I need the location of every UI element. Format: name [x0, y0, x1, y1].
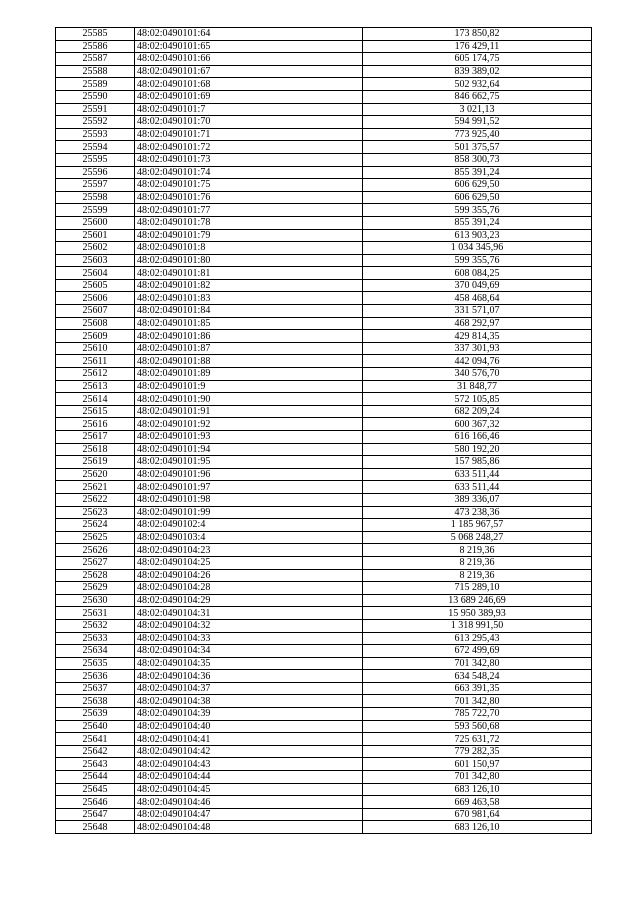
row-number-cell: 25611	[56, 355, 135, 368]
row-number-cell: 25641	[56, 733, 135, 746]
cadastral-value-cell: 633 511,44	[363, 468, 592, 481]
table-row	[56, 720, 592, 733]
table-row	[56, 103, 592, 116]
cadastral-number-cell: 48:02:0490101:97	[135, 481, 363, 494]
cadastral-number-cell: 48:02:0490101:7	[135, 103, 363, 116]
cadastral-number-cell: 48:02:0490101:76	[135, 191, 363, 204]
row-number-cell: 25633	[56, 632, 135, 645]
cadastral-value-cell: 613 295,43	[363, 632, 592, 645]
cadastral-number-cell: 48:02:0490101:75	[135, 179, 363, 192]
row-number-cell: 25636	[56, 670, 135, 683]
row-number-cell: 25618	[56, 443, 135, 456]
row-number-cell: 25645	[56, 783, 135, 796]
cadastral-value-cell: 157 985,86	[363, 456, 592, 469]
cadastral-number-cell: 48:02:0490101:67	[135, 65, 363, 78]
cadastral-value-cell: 785 722,70	[363, 708, 592, 721]
row-number-cell: 25634	[56, 645, 135, 658]
table-row	[56, 116, 592, 129]
row-number-cell: 25594	[56, 141, 135, 154]
cadastral-number-cell: 48:02:0490101:80	[135, 254, 363, 267]
cadastral-value-cell: 613 903,23	[363, 229, 592, 242]
row-number-cell: 25613	[56, 380, 135, 393]
cadastral-number-cell: 48:02:0490101:66	[135, 53, 363, 66]
table-row	[56, 305, 592, 318]
row-number-cell: 25608	[56, 317, 135, 330]
table-row	[56, 682, 592, 695]
table-row	[56, 645, 592, 658]
cadastral-value-cell: 8 219,36	[363, 544, 592, 557]
table-row	[56, 204, 592, 217]
table-row	[56, 292, 592, 305]
cadastral-number-cell: 48:02:0490104:45	[135, 783, 363, 796]
cadastral-number-cell: 48:02:0490101:86	[135, 330, 363, 343]
table-row	[56, 619, 592, 632]
table-row	[56, 657, 592, 670]
table-row	[56, 418, 592, 431]
row-number-cell: 25623	[56, 506, 135, 519]
cadastral-value-cell: 663 391,35	[363, 682, 592, 695]
row-number-cell: 25642	[56, 745, 135, 758]
cadastral-value-cell: 682 209,24	[363, 405, 592, 418]
cadastral-number-cell: 48:02:0490101:93	[135, 431, 363, 444]
row-number-cell: 25625	[56, 531, 135, 544]
table-row	[56, 153, 592, 166]
cadastral-number-cell: 48:02:0490101:99	[135, 506, 363, 519]
cadastral-value-cell: 468 292,97	[363, 317, 592, 330]
cadastral-number-cell: 48:02:0490104:34	[135, 645, 363, 658]
cadastral-value-cell: 606 629,50	[363, 179, 592, 192]
table-row	[56, 733, 592, 746]
table-row	[56, 582, 592, 595]
cadastral-number-cell: 48:02:0490101:81	[135, 267, 363, 280]
cadastral-value-cell: 572 105,85	[363, 393, 592, 406]
cadastral-number-cell: 48:02:0490104:37	[135, 682, 363, 695]
table-row	[56, 229, 592, 242]
cadastral-value-cell: 725 631,72	[363, 733, 592, 746]
cadastral-value-cell: 855 391,24	[363, 216, 592, 229]
cadastral-value-cell: 616 166,46	[363, 431, 592, 444]
cadastral-number-cell: 48:02:0490102:4	[135, 519, 363, 532]
cadastral-value-cell: 8 219,36	[363, 569, 592, 582]
row-number-cell: 25599	[56, 204, 135, 217]
table-body	[56, 28, 592, 834]
table-row	[56, 531, 592, 544]
row-number-cell: 25603	[56, 254, 135, 267]
table-row	[56, 279, 592, 292]
table-row	[56, 317, 592, 330]
cadastral-number-cell: 48:02:0490104:41	[135, 733, 363, 746]
row-number-cell: 25630	[56, 594, 135, 607]
row-number-cell: 25612	[56, 368, 135, 381]
cadastral-value-cell: 701 342,80	[363, 657, 592, 670]
cadastral-value-cell: 599 355,76	[363, 204, 592, 217]
cadastral-value-cell: 473 238,36	[363, 506, 592, 519]
cadastral-value-cell: 594 991,52	[363, 116, 592, 129]
cadastral-value-cell: 31 848,77	[363, 380, 592, 393]
table-row	[56, 745, 592, 758]
cadastral-number-cell: 48:02:0490101:91	[135, 405, 363, 418]
row-number-cell: 25588	[56, 65, 135, 78]
cadastral-number-cell: 48:02:0490101:96	[135, 468, 363, 481]
cadastral-value-cell: 606 629,50	[363, 191, 592, 204]
cadastral-number-cell: 48:02:0490101:73	[135, 153, 363, 166]
cadastral-value-cell: 3 021,13	[363, 103, 592, 116]
table-row	[56, 28, 592, 41]
cadastral-number-cell: 48:02:0490104:43	[135, 758, 363, 771]
row-number-cell: 25602	[56, 242, 135, 255]
cadastral-value-cell: 337 301,93	[363, 342, 592, 355]
cadastral-number-cell: 48:02:0490104:31	[135, 607, 363, 620]
table-row	[56, 405, 592, 418]
cadastral-number-cell: 48:02:0490101:84	[135, 305, 363, 318]
cadastral-value-cell: 442 094,76	[363, 355, 592, 368]
row-number-cell: 25585	[56, 28, 135, 41]
cadastral-number-cell: 48:02:0490101:94	[135, 443, 363, 456]
table-row	[56, 330, 592, 343]
cadastral-value-cell: 701 342,80	[363, 695, 592, 708]
table-row	[56, 670, 592, 683]
cadastral-value-cell: 846 662,75	[363, 90, 592, 103]
row-number-cell: 25619	[56, 456, 135, 469]
table-row	[56, 783, 592, 796]
cadastral-number-cell: 48:02:0490101:72	[135, 141, 363, 154]
row-number-cell: 25622	[56, 493, 135, 506]
cadastral-value-cell: 340 576,70	[363, 368, 592, 381]
cadastral-number-cell: 48:02:0490104:29	[135, 594, 363, 607]
cadastral-value-cell: 599 355,76	[363, 254, 592, 267]
cadastral-value-cell: 633 511,44	[363, 481, 592, 494]
cadastral-value-cell: 580 192,20	[363, 443, 592, 456]
cadastral-value-cell: 458 468,64	[363, 292, 592, 305]
cadastral-value-cell: 1 185 967,57	[363, 519, 592, 532]
table-row	[56, 355, 592, 368]
row-number-cell: 25620	[56, 468, 135, 481]
table-row	[56, 796, 592, 809]
row-number-cell: 25638	[56, 695, 135, 708]
table-row	[56, 191, 592, 204]
cadastral-value-table	[55, 27, 592, 834]
cadastral-number-cell: 48:02:0490104:39	[135, 708, 363, 721]
table-row	[56, 380, 592, 393]
row-number-cell: 25596	[56, 166, 135, 179]
row-number-cell: 25604	[56, 267, 135, 280]
cadastral-number-cell: 48:02:0490104:23	[135, 544, 363, 557]
cadastral-number-cell: 48:02:0490101:90	[135, 393, 363, 406]
cadastral-number-cell: 48:02:0490101:89	[135, 368, 363, 381]
table-row	[56, 368, 592, 381]
table-row	[56, 267, 592, 280]
row-number-cell: 25598	[56, 191, 135, 204]
row-number-cell: 25621	[56, 481, 135, 494]
row-number-cell: 25615	[56, 405, 135, 418]
row-number-cell: 25647	[56, 808, 135, 821]
cadastral-number-cell: 48:02:0490104:35	[135, 657, 363, 670]
cadastral-value-cell: 779 282,35	[363, 745, 592, 758]
table-row	[56, 468, 592, 481]
cadastral-number-cell: 48:02:0490104:28	[135, 582, 363, 595]
cadastral-number-cell: 48:02:0490101:85	[135, 317, 363, 330]
cadastral-number-cell: 48:02:0490101:87	[135, 342, 363, 355]
cadastral-value-cell: 501 375,57	[363, 141, 592, 154]
cadastral-number-cell: 48:02:0490104:32	[135, 619, 363, 632]
row-number-cell: 25627	[56, 556, 135, 569]
cadastral-value-cell: 15 950 389,93	[363, 607, 592, 620]
table-row	[56, 166, 592, 179]
row-number-cell: 25626	[56, 544, 135, 557]
row-number-cell: 25592	[56, 116, 135, 129]
table-row	[56, 456, 592, 469]
table-row	[56, 556, 592, 569]
row-number-cell: 25628	[56, 569, 135, 582]
table-row	[56, 141, 592, 154]
row-number-cell: 25616	[56, 418, 135, 431]
cadastral-number-cell: 48:02:0490101:74	[135, 166, 363, 179]
cadastral-value-cell: 593 560,68	[363, 720, 592, 733]
cadastral-value-cell: 701 342,80	[363, 771, 592, 784]
row-number-cell: 25587	[56, 53, 135, 66]
row-number-cell: 25601	[56, 229, 135, 242]
cadastral-value-cell: 1 034 345,96	[363, 242, 592, 255]
table-row	[56, 493, 592, 506]
row-number-cell: 25624	[56, 519, 135, 532]
row-number-cell: 25643	[56, 758, 135, 771]
row-number-cell: 25606	[56, 292, 135, 305]
cadastral-number-cell: 48:02:0490101:70	[135, 116, 363, 129]
table-row	[56, 254, 592, 267]
table-row	[56, 594, 592, 607]
cadastral-value-cell: 634 548,24	[363, 670, 592, 683]
row-number-cell: 25600	[56, 216, 135, 229]
table-row	[56, 519, 592, 532]
row-number-cell: 25639	[56, 708, 135, 721]
table-row	[56, 481, 592, 494]
cadastral-number-cell: 48:02:0490101:88	[135, 355, 363, 368]
table-row	[56, 821, 592, 834]
table-row	[56, 242, 592, 255]
cadastral-number-cell: 48:02:0490101:69	[135, 90, 363, 103]
cadastral-value-cell: 715 289,10	[363, 582, 592, 595]
cadastral-value-cell: 370 049,69	[363, 279, 592, 292]
cadastral-number-cell: 48:02:0490101:83	[135, 292, 363, 305]
cadastral-value-cell: 176 429,11	[363, 40, 592, 53]
cadastral-number-cell: 48:02:0490104:25	[135, 556, 363, 569]
row-number-cell: 25644	[56, 771, 135, 784]
cadastral-number-cell: 48:02:0490101:8	[135, 242, 363, 255]
cadastral-value-cell: 600 367,32	[363, 418, 592, 431]
cadastral-number-cell: 48:02:0490104:26	[135, 569, 363, 582]
table-row	[56, 569, 592, 582]
table-row	[56, 342, 592, 355]
cadastral-number-cell: 48:02:0490101:71	[135, 128, 363, 141]
cadastral-value-cell: 601 150,97	[363, 758, 592, 771]
row-number-cell: 25595	[56, 153, 135, 166]
cadastral-number-cell: 48:02:0490104:33	[135, 632, 363, 645]
cadastral-number-cell: 48:02:0490104:44	[135, 771, 363, 784]
row-number-cell: 25586	[56, 40, 135, 53]
cadastral-value-cell: 1 318 991,50	[363, 619, 592, 632]
cadastral-number-cell: 48:02:0490103:4	[135, 531, 363, 544]
row-number-cell: 25614	[56, 393, 135, 406]
table-row	[56, 90, 592, 103]
table-row	[56, 78, 592, 91]
cadastral-number-cell: 48:02:0490101:65	[135, 40, 363, 53]
row-number-cell: 25640	[56, 720, 135, 733]
cadastral-value-cell: 839 389,02	[363, 65, 592, 78]
cadastral-value-cell: 683 126,10	[363, 821, 592, 834]
table-row	[56, 179, 592, 192]
row-number-cell: 25597	[56, 179, 135, 192]
table-row	[56, 771, 592, 784]
cadastral-value-cell: 5 068 248,27	[363, 531, 592, 544]
cadastral-number-cell: 48:02:0490104:47	[135, 808, 363, 821]
cadastral-value-cell: 502 932,64	[363, 78, 592, 91]
cadastral-value-cell: 331 571,07	[363, 305, 592, 318]
table-row	[56, 128, 592, 141]
table-row	[56, 40, 592, 53]
table-row	[56, 544, 592, 557]
cadastral-value-cell: 669 463,58	[363, 796, 592, 809]
cadastral-number-cell: 48:02:0490104:46	[135, 796, 363, 809]
cadastral-value-cell: 389 336,07	[363, 493, 592, 506]
cadastral-number-cell: 48:02:0490101:68	[135, 78, 363, 91]
table-row	[56, 506, 592, 519]
cadastral-value-cell: 605 174,75	[363, 53, 592, 66]
row-number-cell: 25590	[56, 90, 135, 103]
cadastral-value-cell: 855 391,24	[363, 166, 592, 179]
table-row	[56, 695, 592, 708]
row-number-cell: 25607	[56, 305, 135, 318]
cadastral-value-cell: 683 126,10	[363, 783, 592, 796]
row-number-cell: 25593	[56, 128, 135, 141]
row-number-cell: 25648	[56, 821, 135, 834]
table-row	[56, 393, 592, 406]
cadastral-number-cell: 48:02:0490101:92	[135, 418, 363, 431]
cadastral-value-cell: 670 981,64	[363, 808, 592, 821]
row-number-cell: 25646	[56, 796, 135, 809]
cadastral-number-cell: 48:02:0490104:48	[135, 821, 363, 834]
cadastral-number-cell: 48:02:0490101:98	[135, 493, 363, 506]
row-number-cell: 25629	[56, 582, 135, 595]
table-row	[56, 443, 592, 456]
table-row	[56, 632, 592, 645]
cadastral-value-cell: 608 084,25	[363, 267, 592, 280]
cadastral-value-cell: 672 499,69	[363, 645, 592, 658]
cadastral-value-cell: 773 925,40	[363, 128, 592, 141]
table-row	[56, 758, 592, 771]
table-row	[56, 216, 592, 229]
cadastral-number-cell: 48:02:0490104:36	[135, 670, 363, 683]
cadastral-value-cell: 173 850,82	[363, 28, 592, 41]
cadastral-number-cell: 48:02:0490101:78	[135, 216, 363, 229]
cadastral-number-cell: 48:02:0490101:9	[135, 380, 363, 393]
row-number-cell: 25637	[56, 682, 135, 695]
cadastral-value-cell: 13 689 246,69	[363, 594, 592, 607]
row-number-cell: 25617	[56, 431, 135, 444]
table-row	[56, 53, 592, 66]
cadastral-value-cell: 858 300,73	[363, 153, 592, 166]
cadastral-number-cell: 48:02:0490101:64	[135, 28, 363, 41]
row-number-cell: 25631	[56, 607, 135, 620]
table-row	[56, 607, 592, 620]
row-number-cell: 25609	[56, 330, 135, 343]
cadastral-number-cell: 48:02:0490101:95	[135, 456, 363, 469]
cadastral-number-cell: 48:02:0490101:82	[135, 279, 363, 292]
cadastral-value-cell: 8 219,36	[363, 556, 592, 569]
cadastral-number-cell: 48:02:0490101:77	[135, 204, 363, 217]
table-row	[56, 708, 592, 721]
table-row	[56, 431, 592, 444]
cadastral-value-cell: 429 814,35	[363, 330, 592, 343]
row-number-cell: 25591	[56, 103, 135, 116]
table-row	[56, 65, 592, 78]
row-number-cell: 25635	[56, 657, 135, 670]
row-number-cell: 25610	[56, 342, 135, 355]
cadastral-number-cell: 48:02:0490104:42	[135, 745, 363, 758]
cadastral-number-cell: 48:02:0490101:79	[135, 229, 363, 242]
cadastral-number-cell: 48:02:0490104:40	[135, 720, 363, 733]
table-row	[56, 808, 592, 821]
row-number-cell: 25605	[56, 279, 135, 292]
cadastral-number-cell: 48:02:0490104:38	[135, 695, 363, 708]
row-number-cell: 25589	[56, 78, 135, 91]
row-number-cell: 25632	[56, 619, 135, 632]
